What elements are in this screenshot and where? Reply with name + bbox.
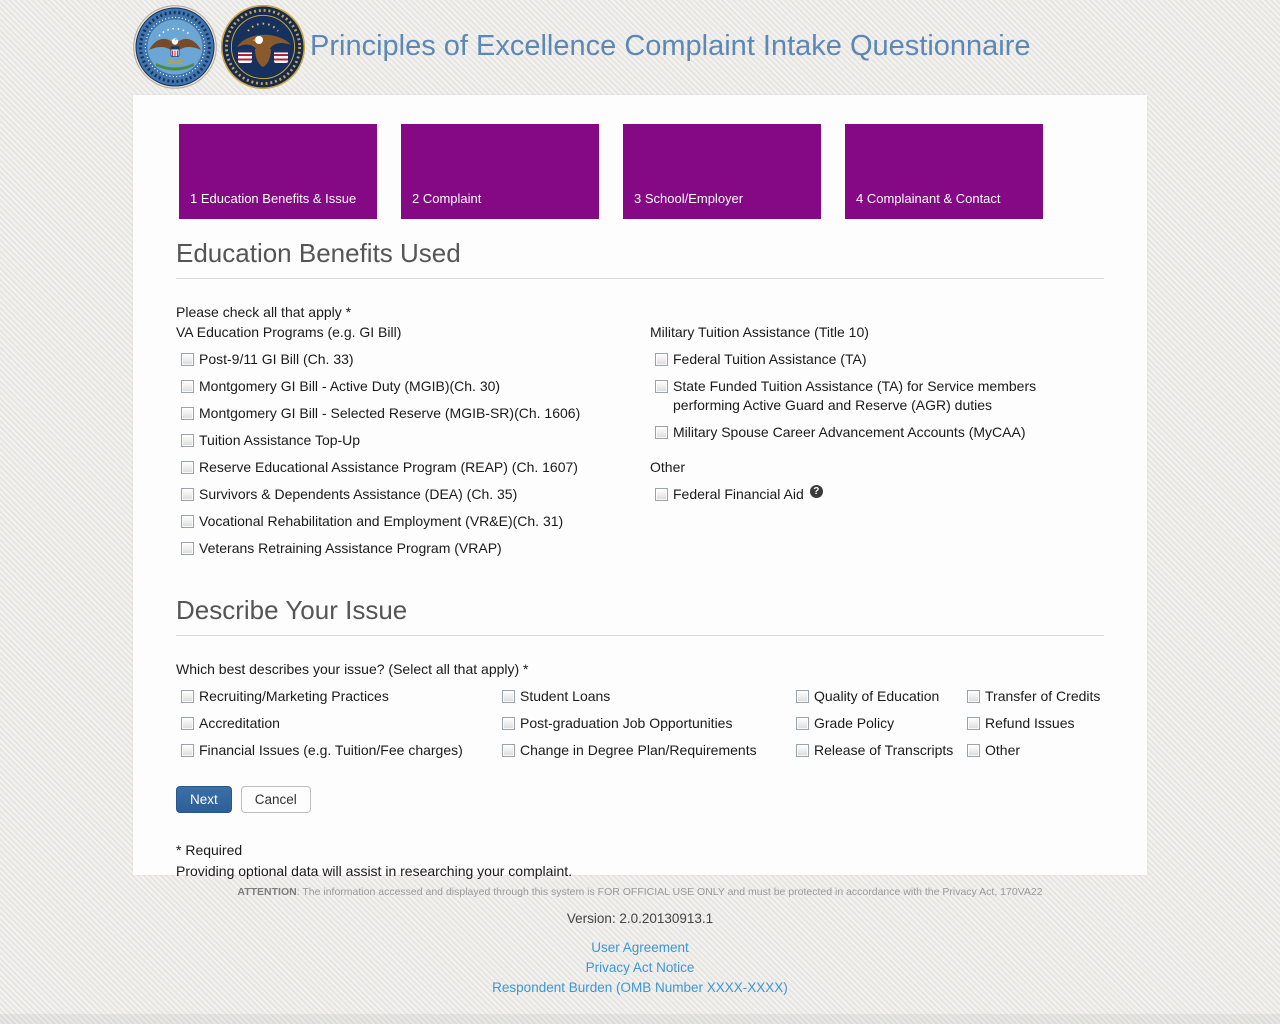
checkbox[interactable]	[655, 353, 668, 366]
checkbox-accreditation[interactable]: Accreditation	[181, 714, 497, 733]
issue-section-heading: Describe Your Issue	[176, 595, 1104, 636]
checkbox[interactable]	[655, 488, 668, 501]
checkbox[interactable]	[967, 744, 980, 757]
checkbox[interactable]	[796, 717, 809, 730]
checkbox[interactable]	[796, 690, 809, 703]
version-label: Version: 2.0.20130913.1	[566, 911, 714, 926]
checkbox-mycaa[interactable]: Military Spouse Career Advancement Accounts (MyCAA)	[655, 423, 1104, 442]
checkbox-reap[interactable]: Reserve Educational Assistance Program (REAP) (Ch. 1607)	[181, 458, 650, 477]
checkbox-grade-policy[interactable]: Grade Policy	[796, 714, 962, 733]
checkbox[interactable]	[181, 717, 194, 730]
checkbox-quality-of-education[interactable]: Quality of Education	[796, 687, 962, 706]
checkbox[interactable]	[181, 461, 194, 474]
checkbox[interactable]	[181, 515, 194, 528]
checkbox[interactable]	[655, 426, 668, 439]
next-button[interactable]: Next	[176, 786, 232, 813]
help-icon[interactable]: ?	[810, 485, 823, 498]
checkbox[interactable]	[967, 690, 980, 703]
optional-data-note: Providing optional data will assist in researching your complaint.	[176, 863, 573, 879]
checkbox-mgib-selected-reserve[interactable]: Montgomery GI Bill - Selected Reserve (MGIB-SR)(Ch. 1606)	[181, 404, 650, 423]
checkbox-release-of-transcripts[interactable]: Release of Transcripts	[796, 741, 962, 760]
checkbox-refund-issues[interactable]: Refund Issues	[967, 714, 1104, 733]
checkbox-post-graduation-job-opportunities[interactable]: Post-graduation Job Opportunities	[502, 714, 791, 733]
va-programs-group-title: VA Education Programs (e.g. GI Bill)	[176, 324, 402, 340]
step-tabs	[179, 95, 1104, 219]
checkbox-mgib-active-duty[interactable]: Montgomery GI Bill - Active Duty (MGIB)(Ch. 30)	[181, 377, 650, 396]
checkbox-state-funded-tuition-assistance[interactable]: State Funded Tuition Assistance (TA) for Service members performing Active Guard and Reserve (AGR) duties	[655, 377, 1104, 415]
benefits-instruction: Please check all that apply *	[176, 304, 352, 320]
form-card	[133, 95, 1147, 879]
checkbox-federal-financial-aid[interactable]: Federal Financial Aid ?	[655, 485, 1104, 504]
checkbox-post-911-gi-bill[interactable]: Post-9/11 GI Bill (Ch. 33)	[181, 350, 650, 369]
checkbox-transfer-of-credits[interactable]: Transfer of Credits	[967, 687, 1104, 706]
privacy-act-notice-link[interactable]: Privacy Act Notice	[585, 960, 695, 975]
checkbox[interactable]	[502, 690, 515, 703]
attention-label: ATTENTION	[237, 886, 297, 898]
checkbox[interactable]	[181, 690, 194, 703]
military-ta-group-title: Military Tuition Assistance (Title 10)	[650, 324, 869, 340]
checkbox-dea[interactable]: Survivors & Dependents Assistance (DEA) (Ch. 35)	[181, 485, 650, 504]
checkbox-financial-issues[interactable]: Financial Issues (e.g. Tuition/Fee charges)	[181, 741, 497, 760]
checkbox[interactable]	[181, 744, 194, 757]
checkbox-vre[interactable]: Vocational Rehabilitation and Employment (VR&E)(Ch. 31)	[181, 512, 650, 531]
tab-school-employer[interactable]: 3 School/Employer	[623, 124, 821, 219]
tab-complaint[interactable]: 2 Complaint	[401, 124, 599, 219]
checkbox-change-in-degree-plan[interactable]: Change in Degree Plan/Requirements	[502, 741, 791, 760]
benefits-columns	[176, 322, 1104, 558]
page-title: Principles of Excellence Complaint Intake Questionnaire	[310, 30, 1031, 62]
benefits-section-heading: Education Benefits Used	[176, 238, 1104, 279]
checkbox[interactable]	[181, 407, 194, 420]
tab-complainant-contact[interactable]: 4 Complainant & Contact	[845, 124, 1043, 219]
cancel-button[interactable]: Cancel	[241, 786, 311, 813]
checkbox[interactable]	[655, 380, 668, 393]
attention-text: : The information accessed and displayed through this system is FOR OFFICIAL USE ONLY and must be protected in accordance with the Privacy Act, 170VA22	[296, 886, 1043, 898]
page-footer	[0, 886, 1280, 998]
department-of-veterans-affairs-seal-icon	[221, 5, 305, 89]
checkbox-tuition-assistance-top-up[interactable]: Tuition Assistance Top-Up	[181, 431, 650, 450]
checkbox-student-loans[interactable]: Student Loans	[502, 687, 791, 706]
department-of-defense-seal-icon	[133, 5, 217, 89]
respondent-burden-link[interactable]: Respondent Burden (OMB Number XXXX-XXXX)	[492, 980, 788, 995]
checkbox[interactable]	[181, 434, 194, 447]
checkbox-other-issue[interactable]: Other	[967, 741, 1104, 760]
checkbox[interactable]	[967, 717, 980, 730]
checkbox[interactable]	[502, 744, 515, 757]
checkbox-recruiting-marketing-practices[interactable]: Recruiting/Marketing Practices	[181, 687, 497, 706]
footer-links	[0, 938, 1280, 998]
app-header	[0, 0, 1280, 95]
checkbox-vrap[interactable]: Veterans Retraining Assistance Program (VRAP)	[181, 539, 650, 558]
checkbox[interactable]	[181, 488, 194, 501]
checkbox[interactable]	[796, 744, 809, 757]
other-group-title: Other	[650, 459, 686, 475]
checkbox[interactable]	[181, 380, 194, 393]
checkbox[interactable]	[502, 717, 515, 730]
checkbox[interactable]	[181, 542, 194, 555]
issue-instruction: Which best describes your issue? (Select all that apply) *	[176, 661, 529, 677]
tab-education-benefits[interactable]: 1 Education Benefits & Issue	[179, 124, 377, 219]
attention-notice	[0, 886, 1280, 898]
user-agreement-link[interactable]: User Agreement	[591, 940, 689, 955]
issue-columns	[176, 679, 1104, 760]
bottom-edge-divider	[0, 1014, 1280, 1024]
checkbox[interactable]	[181, 353, 194, 366]
required-note: * Required	[176, 842, 243, 858]
checkbox-federal-tuition-assistance[interactable]: Federal Tuition Assistance (TA)	[655, 350, 1104, 369]
